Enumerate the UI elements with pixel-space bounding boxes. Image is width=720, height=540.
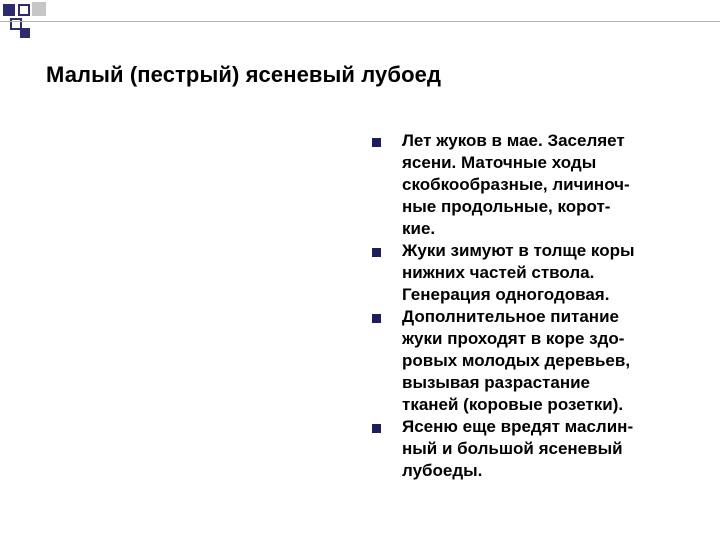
bullet-item xyxy=(372,306,692,416)
header-rule xyxy=(0,21,720,22)
bullet-text: Жуки зимуют в толще коры нижних частей ствола. Генерация одногодовая. xyxy=(402,241,635,304)
bullet-list xyxy=(372,130,692,482)
bullet-text: Дополнительное питание жуки проходят в коре здо- ровых молодых деревьев, вызывая разрастание тканей (коровые розетки). xyxy=(402,307,631,414)
corner-square-gray xyxy=(32,2,46,16)
bullet-item xyxy=(372,130,692,240)
square-bullet-icon xyxy=(372,314,381,323)
corner-square-filled xyxy=(3,4,15,16)
bullet-item xyxy=(372,240,692,306)
square-bullet-icon xyxy=(372,424,381,433)
bullet-item xyxy=(372,416,692,482)
square-bullet-icon xyxy=(372,248,381,257)
slide-title: Малый (пестрый) ясеневый лубоед xyxy=(46,62,442,87)
square-bullet-icon xyxy=(372,138,381,147)
corner-square-hollow xyxy=(18,4,30,16)
corner-square-filled-lower xyxy=(20,28,30,38)
bullet-text: Ясеню еще вредят маслин- ный и большой ясеневый лубоеды. xyxy=(402,417,634,480)
bullet-text: Лет жуков в мае. Заселяет ясени. Маточные ходы скобкообразные, личиноч- ные продольные, корот- кие. xyxy=(402,131,630,238)
corner-decoration xyxy=(0,0,80,48)
